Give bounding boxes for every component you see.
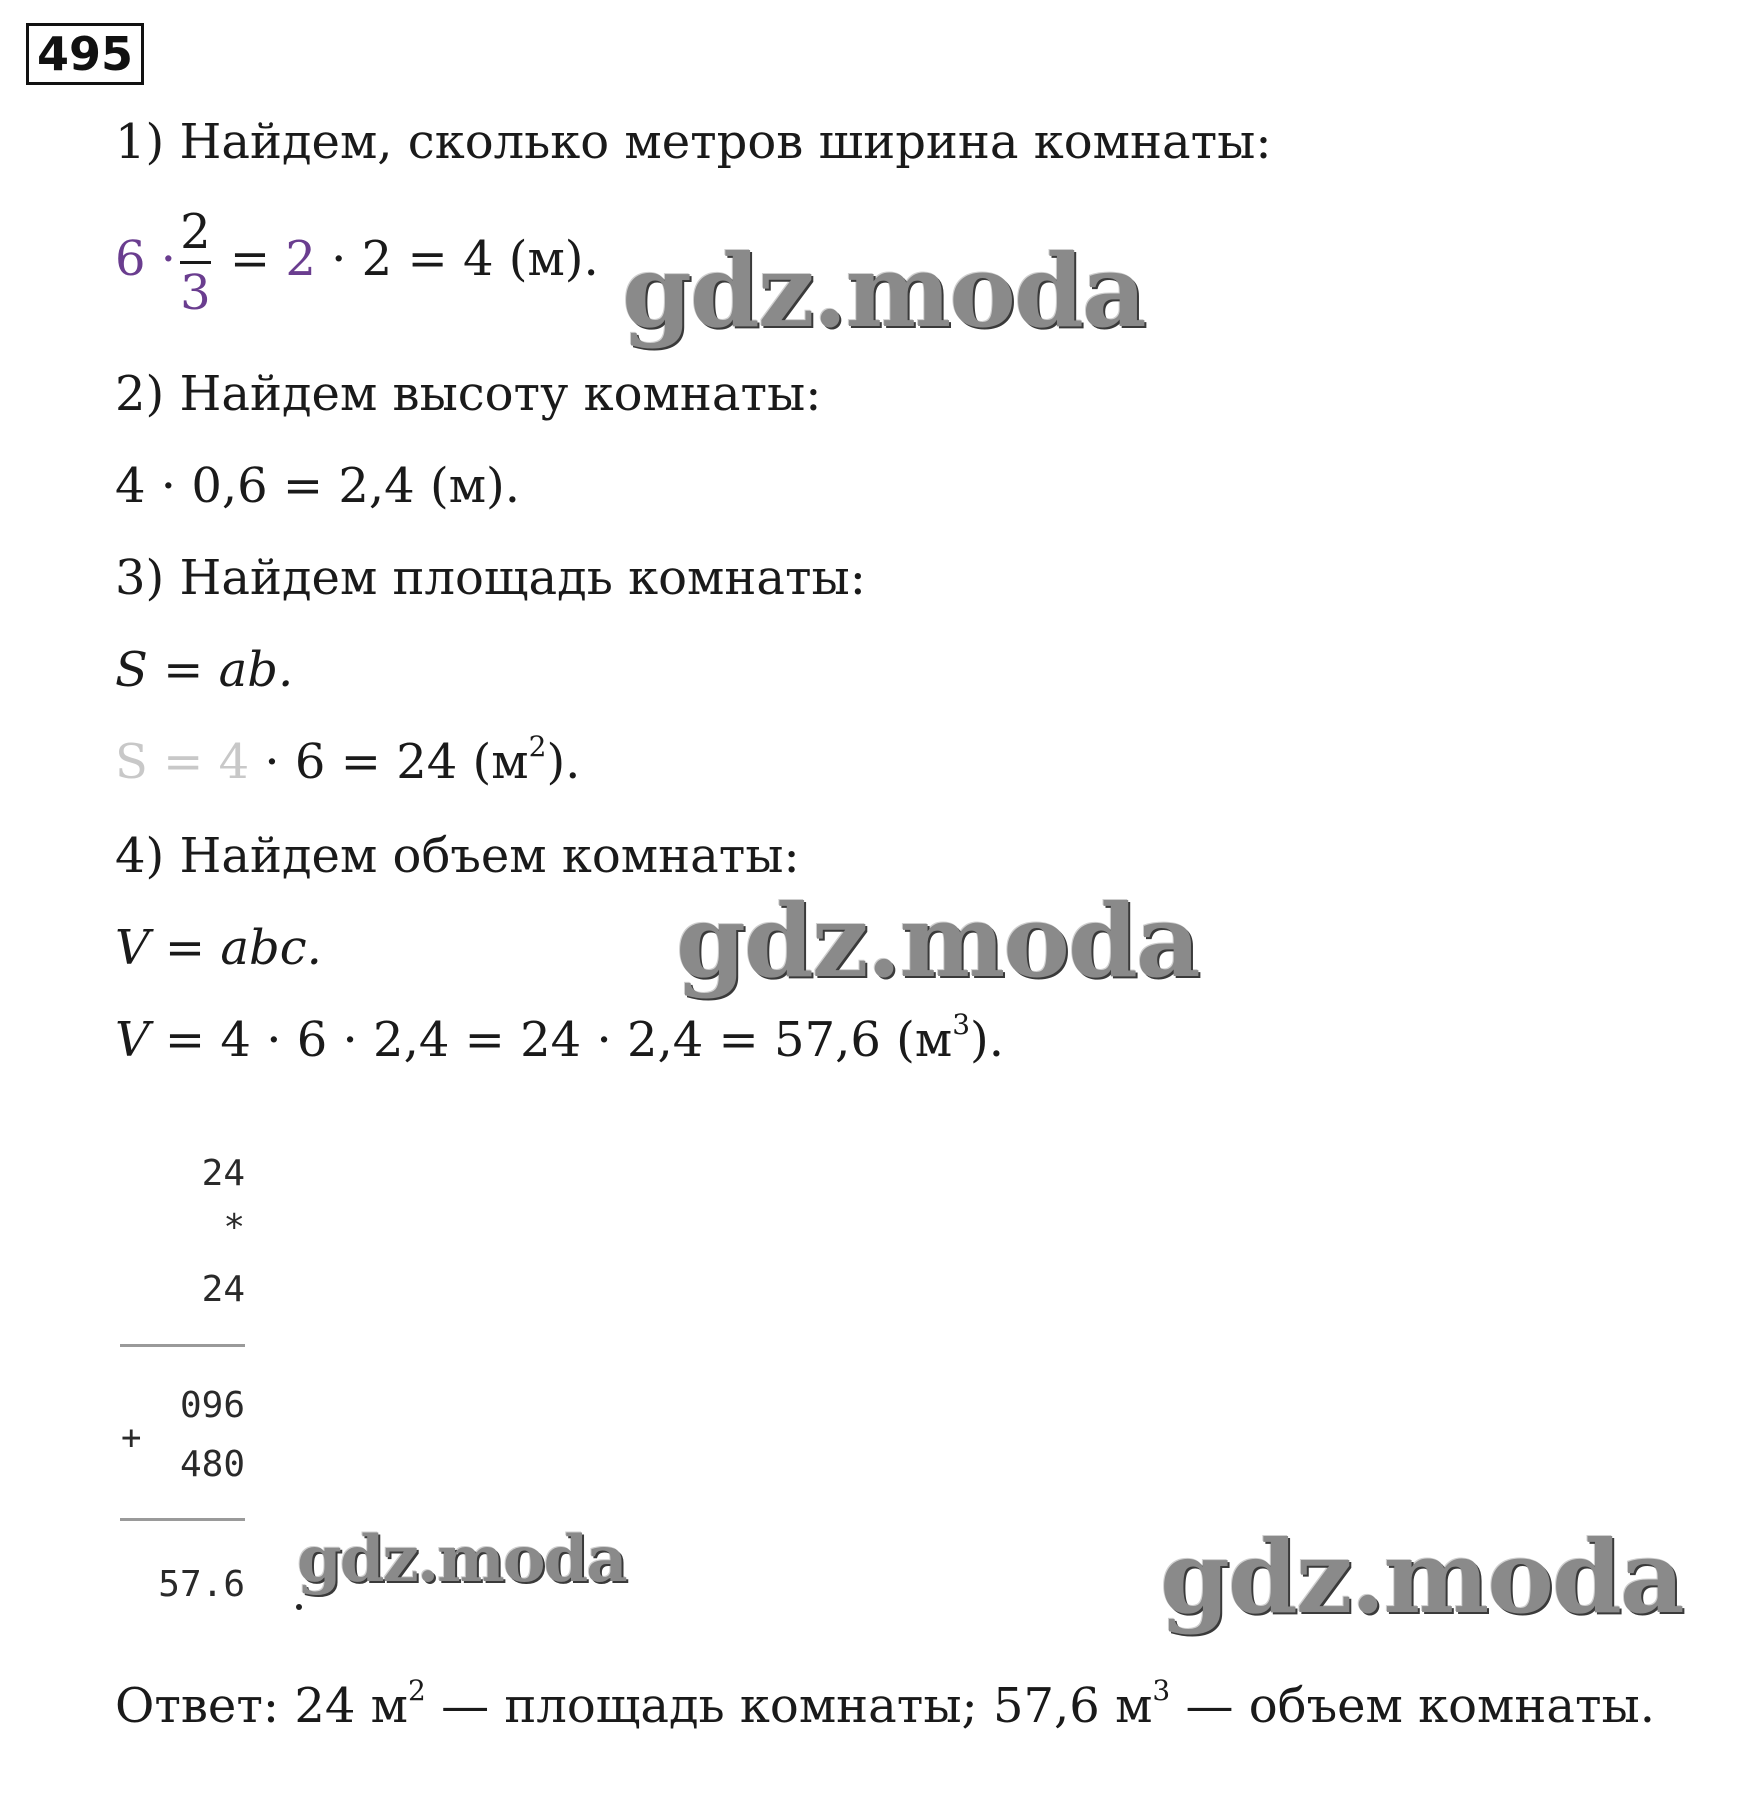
answer-c: — объем комнаты. <box>1170 1678 1655 1734</box>
step3-eq-a: S = 4 <box>115 734 250 790</box>
step1-title: 1) Найдем, сколько метров ширина комнаты: <box>115 114 1272 170</box>
step4-eq-b: = 4 · 6 · 2,4 = 24 · 2,4 = 57,6 (м <box>149 1012 953 1068</box>
step4-eq-a: V <box>115 1012 150 1068</box>
calc-partial-1: 096 <box>179 1385 245 1426</box>
step3-eq-b: · 6 = 24 (м <box>249 734 529 790</box>
fraction-numerator: 2 <box>180 204 211 260</box>
dot-mark <box>296 1604 302 1610</box>
step4-eq-sup: 3 <box>952 1008 971 1041</box>
answer-line <box>115 1676 1655 1736</box>
step1-eq-c: 2 <box>285 231 316 287</box>
fraction <box>180 205 211 320</box>
step3-title: 3) Найдем площадь комнаты: <box>115 550 866 606</box>
calc-partial-2: 480 <box>179 1444 245 1485</box>
step3-eq-c: ). <box>546 734 581 790</box>
watermark-1: gdz.moda <box>622 232 1145 350</box>
step1-eq-b: = <box>214 231 286 287</box>
watermark-4: gdz.moda <box>1160 1518 1683 1636</box>
step4-eq-c: ). <box>970 1012 1005 1068</box>
calc-rule-1 <box>120 1344 245 1347</box>
calc-rule-2 <box>120 1518 245 1521</box>
step1-equation <box>115 205 599 320</box>
calc-top-number: 24 <box>201 1153 245 1194</box>
step1-eq-a: 6 · <box>115 231 177 287</box>
step4-formula: V = abc. <box>115 920 322 976</box>
step2-title: 2) Найдем высоту комнаты: <box>115 366 822 422</box>
step3-eq-sup: 2 <box>528 730 547 763</box>
calc-plus-sign: + <box>121 1418 142 1458</box>
answer-sup1: 2 <box>408 1674 426 1707</box>
watermark-2: gdz.moda <box>676 882 1199 1000</box>
step4-equation <box>115 1010 1004 1070</box>
step3-equation <box>115 732 580 792</box>
step2-equation: 4 · 0,6 = 2,4 (м). <box>115 458 521 514</box>
answer-a: Ответ: 24 м <box>115 1678 408 1734</box>
problem-number: 495 <box>26 23 144 85</box>
answer-b: — площадь комнаты; 57,6 м <box>425 1678 1153 1734</box>
watermark-3: gdz.moda <box>297 1522 626 1597</box>
answer-sup2: 3 <box>1152 1674 1171 1707</box>
step4-title: 4) Найдем объем комнаты: <box>115 828 800 884</box>
step1-eq-d: · 2 = 4 (м). <box>315 231 599 287</box>
calc-second-number: 24 <box>201 1269 245 1310</box>
fraction-bar <box>180 261 211 264</box>
calc-operator: * <box>223 1207 245 1248</box>
calc-result: 57.6 <box>158 1564 245 1605</box>
step3-formula: S = ab. <box>115 642 294 698</box>
fraction-denominator: 3 <box>180 265 211 321</box>
